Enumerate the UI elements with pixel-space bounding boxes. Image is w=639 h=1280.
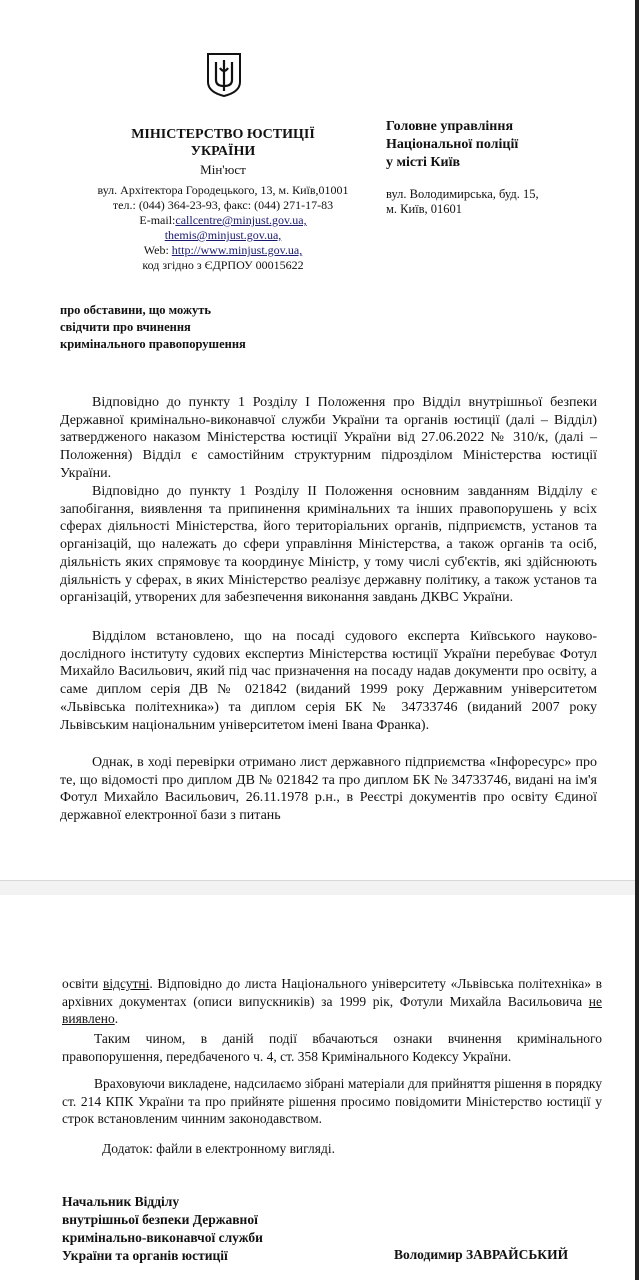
trident-coat-of-arms-icon xyxy=(206,52,242,98)
ministry-email-line: E-mail:callcentre@minjust.gov.ua, xyxy=(139,213,307,227)
email-link-callcentre[interactable]: callcentre@minjust.gov.ua, xyxy=(175,213,307,227)
ministry-web-line: Web: http://www.minjust.gov.ua, xyxy=(143,243,303,257)
body-paragraph-4: Однак, в ході перевірки отримано лист державного підприємства «Інфоресурс» про те, що відомості про диплом ДВ № 021842 та про диплом БК № 34733746, видані на ім'я Фотул Михайло Васильович, 26.11.1978 р.н., в Реєстрі документів про освіту Єдиної державної електронної бази з питань xyxy=(60,755,597,824)
body-paragraph-2: Відповідно до пункту 1 Розділу ІІ Положення основним завданням Відділу є запобігання, виявлення та припинення кримінальних та інших правопорушень у всіх сферах діяльності Міністерства, його територіальних органів, підприємств, установ та організацій, що належать до сфери управління Міністерства, а також органів та осіб, діяльність яких спрямовує та координує Міністр, у тому числі суб'єктів, які здійснюють діяльність у сферах, в яких Міністерство реалізує державну політику, а також установ та організацій, утворених для забезпечення виконання завдань ДКВС України. xyxy=(60,484,597,606)
letter-page-2 xyxy=(0,895,639,1280)
page-break xyxy=(0,880,639,896)
body-paragraph-7: Враховуючи викладене, надсилаємо зібрані матеріали для прийняття рішення в порядку ст. 214 КПК України та про прийняте рішення просимо повідомити Міністерство юстиції у строк встановленим чинним законодавством. xyxy=(62,1076,602,1126)
body-paragraph-5: освіти відсутні. Відповідно до листа Національного університету «Львівська політехніка» в архівних документах (описи випускників) за 1999 рік, Фотули Михайла Васильовича не виявлено. xyxy=(62,976,602,1026)
body-paragraph-6: Таким чином, в даній події вбачаються ознаки вчинення кримінального правопорушення, передбаченого ч. 4, ст. 358 Кримінального Кодексу України. xyxy=(62,1031,602,1064)
web-link[interactable]: http://www.minjust.gov.ua, xyxy=(171,243,303,257)
ministry-short-name: Мін'юст xyxy=(200,162,246,177)
email-link-themis[interactable]: themis@minjust.gov.ua, xyxy=(164,228,282,242)
ministry-address: вул. Архітектора Городецького, 13, м. Київ,01001 xyxy=(97,183,349,197)
attachment-note: Додаток: файли в електронному вигляді. xyxy=(102,1141,335,1156)
body-paragraph-3: Відділом встановлено, що на посаді судового експерта Київського науково-дослідного інституту судових експертиз Міністерства юстиції України перебуває Фотул Михайло Васильович, який під час призначення на посаду надав документи про освіту, а саме диплом серія ДВ № 021842 (виданий 1999 року Державним університетом «Львівська політехника») та диплом серія БК № 34733746 (виданий 2007 року Львівським національним університетом імені Івана Франка). xyxy=(60,629,597,733)
scan-right-edge xyxy=(635,0,639,1280)
ministry-name: МІНІСТЕРСТВО ЮСТИЦІЇ УКРАЇНИ xyxy=(131,127,315,159)
signatory-name: Володимир ЗАВРАЙСЬКИЙ xyxy=(394,1247,569,1262)
signatory-title: Начальник Відділу внутрішньої безпеки Державної кримінально-виконавчої служби України та органів юстиції xyxy=(62,1194,263,1263)
letter-subject: про обставини, що можуть свідчити про вчинення кримінального правопорушення xyxy=(60,303,246,351)
recipient-address: вул. Володимирська, буд. 15, м. Київ, 01601 xyxy=(386,187,539,216)
ministry-phones: тел.: (044) 364-23-93, факс: (044) 271-17-83 xyxy=(112,198,334,212)
ministry-edrpou: код згідно з ЄДРПОУ 00015622 xyxy=(142,258,304,272)
ministry-contacts xyxy=(78,183,368,273)
recipient-name: Головне управління Національної поліції у місті Київ xyxy=(386,119,519,170)
body-paragraph-1: Відповідно до пункту 1 Розділу І Положення про Відділ внутрішньої безпеки Державної кримінально-виконавчої служби України та органів юстиції (далі – Відділ) затвердженого наказом Міністерства юстиції України від 27.06.2022 № 310/к, (далі – Положення) Відділ є самостійним структурним підрозділом Міністерства юстиції України. xyxy=(60,395,597,481)
